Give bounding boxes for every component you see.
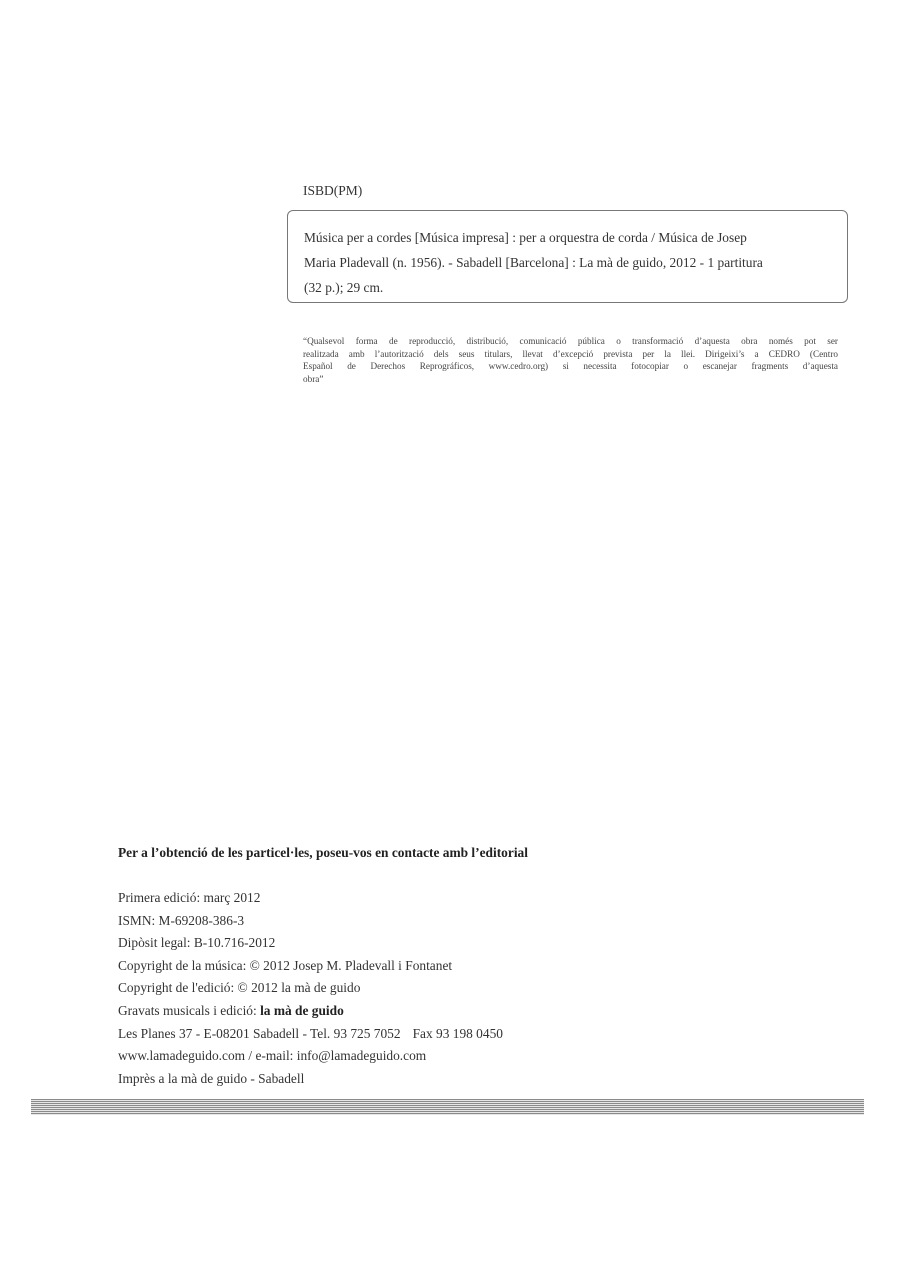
- parts-note: Per a l’obtenció de les particel·les, poseu-vos en contacte amb l’editorial: [118, 845, 528, 860]
- rights-notice-line: realitzada amb l’autorització dels seus titulars, llevat d’excepció prevista per la llei. Dirigeixi’s a CEDRO (Centro: [303, 348, 838, 359]
- printed-by: Imprès a la mà de guido - Sabadell: [118, 1070, 305, 1086]
- address: Les Planes 37 - E-08201 Sabadell - Tel. 93 725 7052: [118, 1025, 401, 1041]
- web-email: www.lamadeguido.com / e-mail: info@lamadeguido.com: [118, 1048, 427, 1064]
- rights-notice: [303, 335, 838, 386]
- fax: Fax 93 198 0450: [412, 1025, 503, 1041]
- engraving-credit: [118, 1000, 503, 1023]
- isbd-heading: ISBD(PM): [303, 183, 363, 198]
- footer-rule: [31, 1099, 864, 1115]
- rights-notice-line: obra”: [303, 374, 324, 385]
- music-copyright: Copyright de la música: © 2012 Josep M. Pladevall i Fontanet: [118, 957, 453, 973]
- edition-copyright: Copyright de l'edició: © 2012 la mà de guido: [118, 980, 361, 996]
- isbd-record-line: Música per a cordes [Música impresa] : per a orquestra de corda / Música de Josep: [304, 230, 747, 245]
- rights-notice-line: “Qualsevol forma de reproducció, distribució, comunicació pública o transformació d’aquesta obra només pot ser: [303, 336, 838, 346]
- isbd-record-box: [287, 210, 848, 303]
- colophon: [118, 887, 503, 1090]
- legal-deposit: Dipòsit legal: B-10.716-2012: [118, 935, 276, 951]
- engraving-label: Gravats musicals i edició:: [118, 1002, 261, 1018]
- first-edition: Primera edició: març 2012: [118, 890, 261, 905]
- publisher-address: [118, 1023, 503, 1046]
- ismn: ISMN: M-69208-386-3: [118, 912, 245, 928]
- isbd-record-line: (32 p.); 29 cm.: [304, 280, 384, 295]
- rights-notice-line: Español de Derechos Reprográficos, www.cedro.org) si necessita fotocopiar o escanejar fragments d’aquesta: [303, 361, 838, 372]
- publisher-name: la mà de guido: [260, 1002, 344, 1018]
- isbd-record-line: Maria Pladevall (n. 1956). - Sabadell [Barcelona] : La mà de guido, 2012 - 1 partitura: [304, 255, 763, 270]
